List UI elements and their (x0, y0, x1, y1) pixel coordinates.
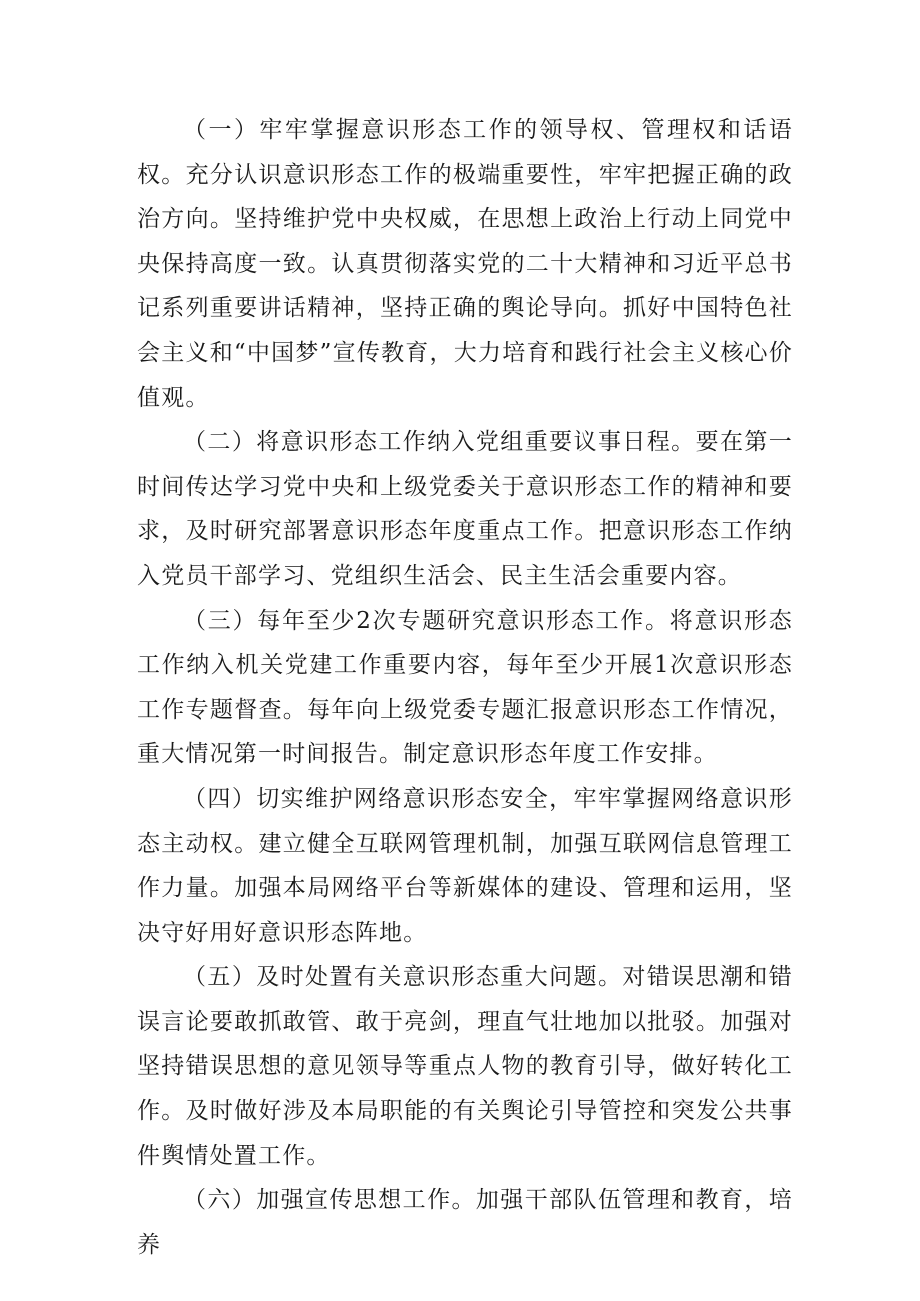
paragraph-3: （三）每年至少2次专题研究意识形态工作。将意识形态工作纳入机关党建工作重要内容，每年至少开展1次意识形态工作专题督查。每年向上级党委专题汇报意识形态工作情况，重大情况第一时间报告。制定意识形态年度工作安排。 (137, 607, 793, 768)
paragraph-5: （五）及时处置有关意识形态重大问题。对错误思潮和错误言论要敢抓敢管、敢于亮剑，理直气壮地加以批驳。加强对坚持错误思想的意见领导等重点人物的教育引导，做好转化工作。及时做好涉及本局职能的有关舆论引导管控和突发公共事件舆情处置工作。 (137, 964, 793, 1169)
paragraph-6: （六）加强宣传思想工作。加强干部队伍管理和教育，培养 (137, 1187, 793, 1258)
paragraph-2: （二）将意识形态工作纳入党组重要议事日程。要在第一时间传达学习党中央和上级党委关于意识形态工作的精神和要求，及时研究部署意识形态年度重点工作。把意识形态工作纳入党员干部学习、党组织生活会、民主生活会重要内容。 (137, 429, 793, 589)
paragraph-4: （四）切实维护网络意识形态安全，牢牢掌握网络意识形态主动权。建立健全互联网管理机制，加强互联网信息管理工作力量。加强本局网络平台等新媒体的建设、管理和运用，坚决守好用好意识形态阵地。 (137, 785, 793, 946)
document-body (137, 108, 793, 1267)
paragraph-1: （一）牢牢掌握意识形态工作的领导权、管理权和话语权。充分认识意识形态工作的极端重要性，牢牢把握正确的政治方向。坚持维护党中央权威，在思想上政治上行动上同党中央保持高度一致。认真贯彻落实党的二十大精神和习近平总书记系列重要讲话精神，坚持正确的舆论导向。抓好中国特色社会主义和“中国梦”宣传教育，大力培育和践行社会主义核心价值观。 (137, 117, 793, 411)
